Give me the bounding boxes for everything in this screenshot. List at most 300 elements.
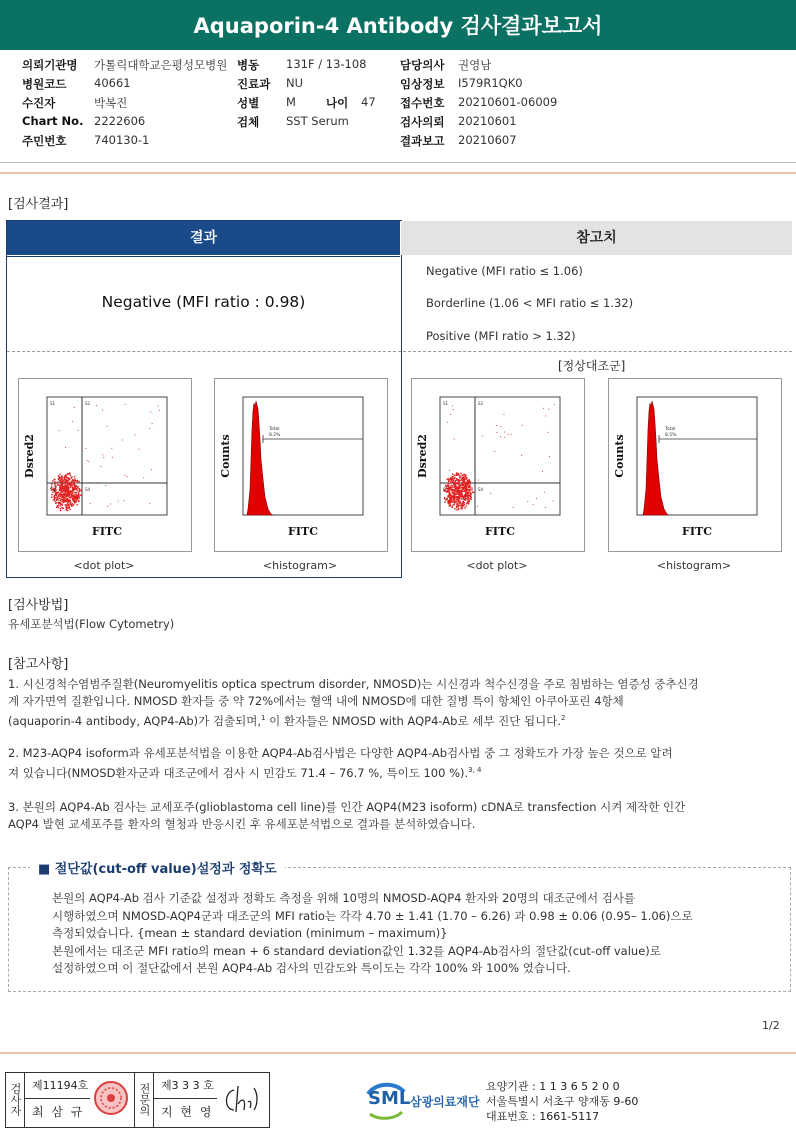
event-dot [456, 509, 457, 510]
request-date-value: 20210601 [458, 114, 517, 128]
quadrant-label: S4 [85, 487, 91, 492]
event-dot [77, 486, 78, 487]
event-dot [522, 425, 523, 426]
report-title: Aquaporin-4 Antibody 검사결과보고서 [0, 0, 796, 50]
event-dot [63, 488, 64, 489]
patient-histogram [214, 378, 388, 552]
y-axis-label: Counts [613, 434, 626, 478]
tester-no: 제11194호 [32, 1079, 89, 1092]
sex-value: M [286, 95, 296, 109]
event-dot [452, 505, 453, 506]
event-dot [70, 485, 71, 486]
result-section-title: [검사결과] [8, 197, 69, 212]
event-dot [68, 504, 69, 505]
event-dot [58, 492, 59, 493]
patient-value: 박복진 [94, 96, 128, 110]
event-dot [454, 439, 455, 440]
event-dot [456, 505, 457, 506]
event-dot [72, 492, 73, 493]
event-dot [459, 494, 460, 495]
event-dot [54, 479, 55, 480]
event-dot [452, 405, 453, 406]
event-dot [466, 496, 467, 497]
note-1-line-2: 계 자가면역 질환입니다. NMOSD 환자들 중 약 72%에서는 혈액 내에 NMOSD에 대한 질병 특이 항체인 아쿠아포린 4항체 [8, 694, 624, 708]
dot-plot-svg [19, 379, 191, 551]
event-dot [468, 489, 469, 490]
report-date-label: 결과보고 [400, 134, 445, 148]
event-dot [54, 481, 55, 482]
event-dot [69, 509, 70, 510]
event-dot [463, 476, 464, 477]
dot-plot-svg [412, 379, 584, 551]
event-dot [544, 492, 545, 493]
event-dot [59, 494, 60, 495]
cutoff-text [52, 890, 787, 978]
event-dot [76, 486, 77, 487]
note-2-line-2 [8, 762, 790, 782]
cutoff-title: ■ 절단값(cut-off value)설정과 정확도 [30, 858, 285, 877]
header-divider-top [0, 162, 796, 163]
patient-dot-plot [18, 378, 192, 552]
receipt-no-value: 20210601-06009 [458, 95, 558, 109]
event-dot [135, 434, 136, 435]
reference-borderline: Borderline (1.06 < MFI ratio ≤ 1.32) [426, 296, 634, 310]
event-dot [465, 490, 466, 491]
event-dot [64, 498, 65, 499]
reference-positive: Positive (MFI ratio > 1.32) [426, 329, 576, 343]
event-dot [457, 492, 458, 493]
event-dot [461, 491, 462, 492]
event-dot [74, 478, 75, 479]
specialist-no: 제3 3 3 호 [161, 1079, 214, 1092]
event-dot [70, 502, 71, 503]
event-dot [450, 493, 451, 494]
event-dot [59, 502, 60, 503]
event-dot [60, 510, 61, 511]
event-dot [461, 494, 462, 495]
note-3-line-2: AQP4 발현 교세포주를 환자의 혈청과 반응시킨 후 유세포분석법으로 결과를 분석하였습니다. [8, 817, 476, 831]
method-title: [검사방법] [8, 598, 69, 613]
event-dot [451, 486, 452, 487]
event-dot [64, 479, 65, 480]
cutoff-line-1: 본원의 AQP4-Ab 검사 기준값 설정과 정확도 측정을 위해 10명의 NMOSD-AQP4 환자와 20명의 대조군에서 검사를 [52, 891, 636, 905]
event-dot [100, 466, 101, 467]
event-dot [458, 505, 459, 506]
event-dot [77, 504, 78, 505]
event-dot [71, 485, 72, 486]
event-dot [450, 479, 451, 480]
control-histogram [608, 378, 782, 552]
note-1 [8, 676, 790, 730]
event-dot [511, 434, 512, 435]
event-dot [448, 502, 449, 503]
event-dot [490, 493, 491, 494]
event-dot [447, 497, 448, 498]
event-dot [450, 494, 451, 495]
event-dot [469, 483, 470, 484]
tester-seal-icon [93, 1080, 129, 1116]
event-dot [461, 487, 462, 488]
event-dot [454, 483, 455, 484]
event-dot [536, 498, 537, 499]
event-dot [462, 478, 463, 479]
event-dot [453, 499, 454, 500]
event-dot [68, 477, 69, 478]
event-dot [533, 504, 534, 505]
quadrant-label: S1 [50, 401, 56, 406]
event-dot [451, 480, 452, 481]
org-info-2: 서울특별시 서초구 양재동 9-60 [486, 1095, 639, 1108]
event-dot [51, 484, 52, 485]
event-dot [451, 498, 452, 499]
event-dot [54, 484, 55, 485]
histogram-svg [215, 379, 387, 551]
cutoff-line-3: 측정되었습니다. {mean ± standard deviation (minimum – maximum)} [52, 926, 448, 940]
event-dot [72, 480, 73, 481]
event-dot [459, 497, 460, 498]
x-axis-label: FITC [682, 525, 712, 538]
event-dot [468, 503, 469, 504]
event-dot [56, 500, 57, 501]
event-dot [458, 487, 459, 488]
event-dot [60, 487, 61, 488]
header-col2 [237, 57, 397, 133]
event-dot [464, 491, 465, 492]
event-dot [55, 503, 56, 504]
event-dot [542, 471, 543, 472]
event-dot [67, 496, 68, 497]
event-dot [151, 469, 152, 470]
event-dot [503, 414, 504, 415]
event-dot [68, 491, 69, 492]
marker-label: Total [665, 427, 676, 432]
event-dot [79, 490, 80, 491]
event-dot [70, 475, 71, 476]
event-dot [450, 482, 451, 483]
event-dot [75, 492, 76, 493]
event-dot [454, 491, 455, 492]
event-dot [455, 493, 456, 494]
event-dot [464, 504, 465, 505]
event-dot [458, 500, 459, 501]
event-dot [126, 476, 127, 477]
event-dot [60, 500, 61, 501]
event-dot [470, 497, 471, 498]
event-dot [78, 500, 79, 501]
event-dot [449, 505, 450, 506]
event-dot [60, 508, 61, 509]
event-dot [452, 481, 453, 482]
event-dot [66, 495, 67, 496]
event-dot [63, 479, 64, 480]
event-dot [56, 507, 57, 508]
event-dot [58, 503, 59, 504]
event-dot [450, 496, 451, 497]
event-dot [470, 495, 471, 496]
event-dot [453, 476, 454, 477]
event-dot [62, 501, 63, 502]
event-dot [76, 482, 77, 483]
note-1-line-1: 1. 시신경척수염범주질환(Neuromyelitis optica spectrum disorder, NMOSD)는 시신경과 척수신경을 주로 침범하는 염증성 중추신경 [8, 677, 699, 691]
event-dot [60, 505, 61, 506]
event-dot [150, 411, 151, 412]
event-dot [86, 448, 87, 449]
event-dot [55, 487, 56, 488]
event-dot [456, 507, 457, 508]
event-dot [464, 497, 465, 498]
event-dot [459, 475, 460, 476]
event-dot [447, 496, 448, 497]
quadrant-label: S4 [478, 487, 484, 492]
event-dot [73, 495, 74, 496]
patient-dot-caption: <dot plot> [73, 559, 135, 572]
event-dot [464, 495, 465, 496]
x-axis-label: FITC [92, 525, 122, 538]
ward-label: 병동 [237, 58, 260, 72]
event-dot [464, 474, 465, 475]
event-dot [457, 491, 458, 492]
event-dot [461, 495, 462, 496]
event-dot [152, 423, 153, 424]
ref-sup-2: 2 [560, 714, 566, 722]
event-dot [467, 498, 468, 499]
event-dot [105, 485, 106, 486]
event-dot [65, 484, 66, 485]
event-dot [527, 501, 528, 502]
event-dot [465, 478, 466, 479]
event-dot [64, 495, 65, 496]
plot-divider [7, 351, 792, 352]
event-dot [458, 496, 459, 497]
event-dot [452, 485, 453, 486]
resident-no-value: 740130-1 [94, 133, 150, 147]
event-dot [68, 494, 69, 495]
event-dot [473, 492, 474, 493]
y-axis-label: Dsred2 [416, 434, 429, 478]
page-number: 1/2 [762, 1019, 780, 1032]
hospital-code-value: 40661 [94, 76, 131, 90]
hospital-code-label: 병원코드 [22, 77, 67, 91]
event-dot [463, 488, 464, 489]
event-dot [449, 495, 450, 496]
event-dot [457, 479, 458, 480]
event-dot [67, 507, 68, 508]
event-dot [453, 409, 454, 410]
marker-label: Total [269, 427, 280, 432]
event-dot [102, 410, 103, 411]
histogram-svg [609, 379, 781, 551]
event-dot [466, 483, 467, 484]
sex-label: 성별 [237, 96, 260, 110]
event-dot [458, 509, 459, 510]
event-dot [444, 501, 445, 502]
event-dot [124, 475, 125, 476]
event-dot [59, 430, 60, 431]
event-dot [52, 480, 53, 481]
event-dot [471, 489, 472, 490]
event-dot [66, 498, 67, 499]
event-dot [461, 498, 462, 499]
event-dot [72, 505, 73, 506]
event-dot [90, 503, 91, 504]
event-dot [464, 499, 465, 500]
event-dot [64, 476, 65, 477]
specimen-value: SST Serum [286, 114, 349, 128]
event-dot [451, 485, 452, 486]
event-dot [450, 477, 451, 478]
event-dot [469, 487, 470, 488]
event-dot [457, 503, 458, 504]
event-dot [78, 491, 79, 492]
event-dot [444, 498, 445, 499]
specimen-label: 검체 [237, 115, 260, 129]
signature-hline-1 [24, 1098, 90, 1099]
result-header-line [7, 256, 400, 257]
event-dot [61, 507, 62, 508]
event-dot [118, 501, 119, 502]
event-dot [149, 428, 150, 429]
event-dot [67, 486, 68, 487]
event-dot [70, 497, 71, 498]
age-label: 나이 [326, 96, 349, 110]
signature-hline-2 [153, 1098, 217, 1099]
event-dot [66, 507, 67, 508]
signature-vline-1 [24, 1072, 25, 1128]
event-dot [97, 482, 98, 483]
event-dot [59, 473, 60, 474]
note-3 [8, 799, 790, 833]
event-dot [545, 507, 546, 508]
event-dot [521, 455, 522, 456]
event-dot [467, 484, 468, 485]
event-dot [462, 482, 463, 483]
event-dot [497, 432, 498, 433]
event-dot [62, 492, 63, 493]
event-dot [543, 408, 544, 409]
event-dot [58, 476, 59, 477]
event-dot [87, 460, 88, 461]
event-dot [452, 502, 453, 503]
event-dot [465, 485, 466, 486]
event-dot [453, 492, 454, 493]
event-dot [102, 454, 103, 455]
event-dot [65, 493, 66, 494]
ref-sup-1: 1 [261, 714, 266, 722]
event-dot [462, 503, 463, 504]
event-dot [469, 485, 470, 486]
event-dot [449, 487, 450, 488]
event-dot [69, 479, 70, 480]
event-dot [107, 426, 108, 427]
event-dot [459, 502, 460, 503]
event-dot [57, 505, 58, 506]
event-dot [449, 491, 450, 492]
event-dot [112, 457, 113, 458]
quadrant-label: S1 [443, 401, 449, 406]
event-dot [448, 480, 449, 481]
event-dot [51, 496, 52, 497]
event-dot [75, 502, 76, 503]
marker-percent: 8.2% [269, 433, 281, 438]
event-dot [69, 487, 70, 488]
event-dot [462, 505, 463, 506]
control-dot-plot [411, 378, 585, 552]
event-dot [54, 499, 55, 500]
event-dot [456, 501, 457, 502]
event-dot [452, 479, 453, 480]
event-dot [88, 461, 89, 462]
reference-negative: Negative (MFI ratio ≤ 1.06) [426, 264, 583, 278]
event-dot [60, 496, 61, 497]
event-dot [58, 507, 59, 508]
event-dot [63, 490, 64, 491]
event-dot [70, 482, 71, 483]
control-dot-caption: <dot plot> [466, 559, 528, 572]
quadrant-label: S2 [478, 401, 484, 406]
event-dot [501, 426, 502, 427]
event-dot [65, 487, 66, 488]
notes-title: [참고사항] [8, 657, 69, 672]
event-dot [445, 499, 446, 500]
event-dot [465, 505, 466, 506]
cutoff-line-4: 본원에서는 대조군 MFI ratio의 mean + 6 standard deviation값인 1.32를 AQP4-Ab검사의 절단값(cut-off value)로 [52, 943, 661, 958]
event-dot [61, 494, 62, 495]
signature-vline-3 [153, 1072, 154, 1128]
event-dot [466, 487, 467, 488]
event-dot [461, 484, 462, 485]
event-dot [449, 498, 450, 499]
org-info-3: 대표번호 : 1661-5117 [486, 1110, 600, 1123]
event-dot [456, 487, 457, 488]
event-dot [65, 447, 66, 448]
event-dot [107, 506, 108, 507]
event-dot [54, 501, 55, 502]
tester-vertical-label: 검사자 [9, 1082, 22, 1116]
event-dot [449, 489, 450, 490]
event-dot [65, 485, 66, 486]
event-dot [62, 497, 63, 498]
chart-no-value: 2222606 [94, 114, 146, 128]
result-header: 결과 [7, 221, 400, 255]
event-dot [494, 451, 495, 452]
event-dot [508, 434, 509, 435]
org-name: 삼광의료재단 [410, 1095, 480, 1109]
event-dot [58, 502, 59, 503]
event-dot [66, 489, 67, 490]
event-dot [452, 487, 453, 488]
footer-divider [0, 1052, 796, 1054]
age-value: 47 [361, 95, 376, 109]
event-dot [158, 406, 159, 407]
event-dot [66, 506, 67, 507]
event-dot [53, 496, 54, 497]
event-dot [149, 503, 150, 504]
event-dot [71, 496, 72, 497]
event-dot [63, 499, 64, 500]
cutoff-line-2: 시행하였으며 NMOSD-AQP4군과 대조군의 MFI ratio는 각각 4.70 ± 1.41 (1.70 – 6.26) 과 0.98 ± 0.06 (0.95– 1.06)으로 [52, 908, 693, 923]
event-dot [61, 499, 62, 500]
event-dot [471, 487, 472, 488]
event-dot [464, 480, 465, 481]
event-dot [57, 481, 58, 482]
event-dot [467, 480, 468, 481]
event-dot [74, 476, 75, 477]
event-dot [447, 485, 448, 486]
event-dot [458, 508, 459, 509]
header-col1 [22, 57, 272, 152]
event-dot [76, 489, 77, 490]
dept-label: 진료과 [237, 77, 271, 91]
